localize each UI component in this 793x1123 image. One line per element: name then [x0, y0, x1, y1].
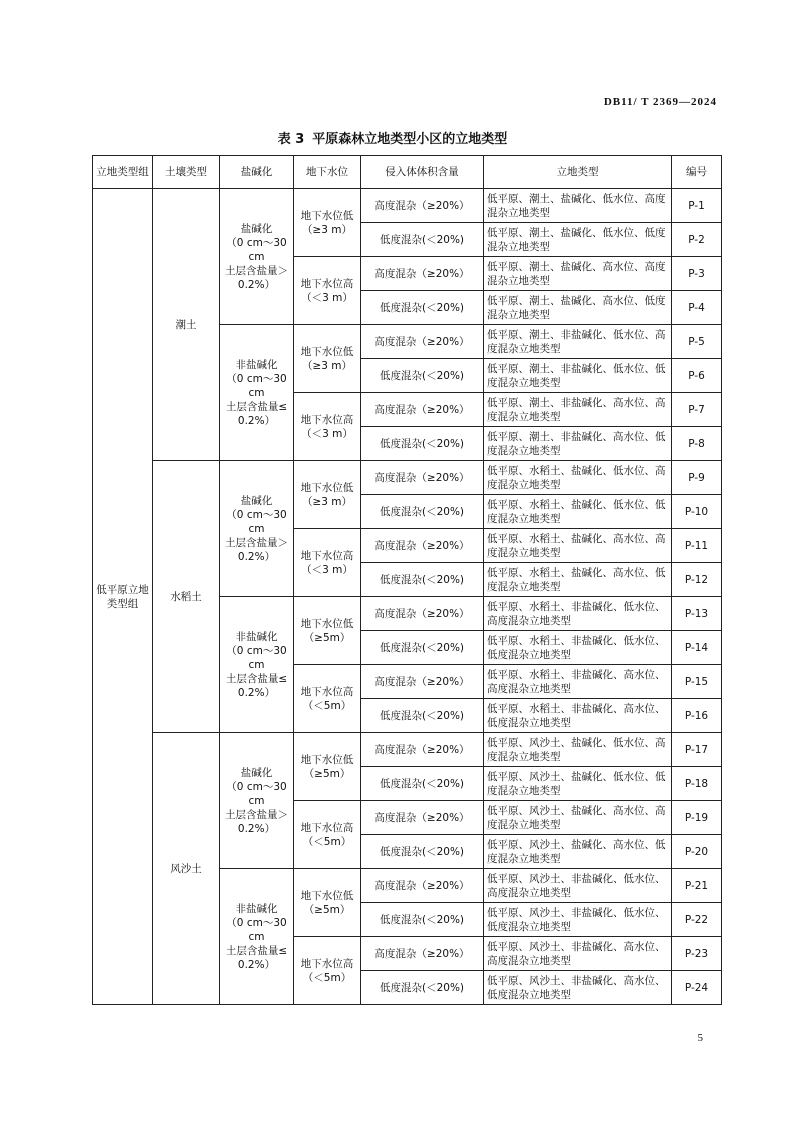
water-level-cell: 地下水位高 （＜3 m） — [294, 257, 361, 325]
table-header-row — [93, 156, 722, 189]
site-type-cell: 低平原、水稻土、盐碱化、高水位、高度混杂立地类型 — [484, 529, 672, 563]
intrusion-content-cell: 低度混杂(＜20%) — [361, 971, 484, 1005]
page-number: 5 — [697, 1032, 703, 1044]
soil-type-cell: 潮土 — [153, 189, 220, 461]
column-header: 盐碱化 — [220, 156, 294, 189]
salinity-cell: 盐碱化 （0 cm～30 cm 土层含盐量＞ 0.2%） — [220, 189, 294, 325]
intrusion-content-cell: 高度混杂（≥20%） — [361, 869, 484, 903]
intrusion-content-cell: 高度混杂（≥20%） — [361, 189, 484, 223]
intrusion-content-cell: 低度混杂(＜20%) — [361, 631, 484, 665]
site-type-cell: 低平原、潮土、非盐碱化、低水位、低度混杂立地类型 — [484, 359, 672, 393]
code-cell: P-24 — [672, 971, 722, 1005]
site-type-cell: 低平原、风沙土、盐碱化、低水位、低度混杂立地类型 — [484, 767, 672, 801]
code-cell: P-19 — [672, 801, 722, 835]
site-type-cell: 低平原、水稻土、非盐碱化、高水位、低度混杂立地类型 — [484, 699, 672, 733]
site-type-cell: 低平原、潮土、盐碱化、低水位、高度混杂立地类型 — [484, 189, 672, 223]
code-cell: P-4 — [672, 291, 722, 325]
water-level-cell: 地下水位低 （≥5m） — [294, 733, 361, 801]
salinity-cell: 盐碱化 （0 cm～30 cm 土层含盐量＞ 0.2%） — [220, 461, 294, 597]
site-type-cell: 低平原、潮土、盐碱化、高水位、高度混杂立地类型 — [484, 257, 672, 291]
column-header: 立地类型 — [484, 156, 672, 189]
intrusion-content-cell: 高度混杂（≥20%） — [361, 801, 484, 835]
code-cell: P-3 — [672, 257, 722, 291]
intrusion-content-cell: 高度混杂（≥20%） — [361, 597, 484, 631]
site-type-cell: 低平原、风沙土、非盐碱化、高水位、高度混杂立地类型 — [484, 937, 672, 971]
code-cell: P-14 — [672, 631, 722, 665]
table-row — [93, 733, 722, 767]
code-cell: P-5 — [672, 325, 722, 359]
code-cell: P-9 — [672, 461, 722, 495]
site-type-cell: 低平原、风沙土、盐碱化、低水位、高度混杂立地类型 — [484, 733, 672, 767]
site-type-cell: 低平原、水稻土、盐碱化、低水位、低度混杂立地类型 — [484, 495, 672, 529]
salinity-cell: 非盐碱化 （0 cm～30 cm 土层含盐量≤ 0.2%） — [220, 597, 294, 733]
site-type-cell: 低平原、风沙土、盐碱化、高水位、低度混杂立地类型 — [484, 835, 672, 869]
code-cell: P-7 — [672, 393, 722, 427]
table-row — [93, 461, 722, 495]
intrusion-content-cell: 高度混杂（≥20%） — [361, 461, 484, 495]
site-type-cell: 低平原、水稻土、盐碱化、高水位、低度混杂立地类型 — [484, 563, 672, 597]
column-header: 土壤类型 — [153, 156, 220, 189]
intrusion-content-cell: 高度混杂（≥20%） — [361, 937, 484, 971]
intrusion-content-cell: 低度混杂(＜20%) — [361, 359, 484, 393]
water-level-cell: 地下水位高 （＜3 m） — [294, 393, 361, 461]
site-type-cell: 低平原、风沙土、非盐碱化、低水位、低度混杂立地类型 — [484, 903, 672, 937]
site-type-cell: 低平原、潮土、盐碱化、低水位、低度混杂立地类型 — [484, 223, 672, 257]
table-caption-number: 表 3 — [277, 132, 305, 147]
water-level-cell: 地下水位高 （＜5m） — [294, 801, 361, 869]
site-type-cell: 低平原、水稻土、非盐碱化、高水位、高度混杂立地类型 — [484, 665, 672, 699]
intrusion-content-cell: 高度混杂（≥20%） — [361, 665, 484, 699]
intrusion-content-cell: 低度混杂(＜20%) — [361, 835, 484, 869]
table-body — [93, 189, 722, 1005]
code-cell: P-8 — [672, 427, 722, 461]
salinity-cell: 盐碱化 （0 cm～30 cm 土层含盐量＞ 0.2%） — [220, 733, 294, 869]
code-cell: P-13 — [672, 597, 722, 631]
intrusion-content-cell: 高度混杂（≥20%） — [361, 529, 484, 563]
salinity-cell: 非盐碱化 （0 cm～30 cm 土层含盐量≤ 0.2%） — [220, 325, 294, 461]
water-level-cell: 地下水位低 （≥3 m） — [294, 189, 361, 257]
code-cell: P-1 — [672, 189, 722, 223]
code-cell: P-12 — [672, 563, 722, 597]
code-cell: P-23 — [672, 937, 722, 971]
group-cell: 低平原立地类型组 — [93, 189, 153, 1005]
water-level-cell: 地下水位低 （≥3 m） — [294, 461, 361, 529]
site-type-cell: 低平原、潮土、非盐碱化、高水位、高度混杂立地类型 — [484, 393, 672, 427]
site-type-cell: 低平原、水稻土、盐碱化、低水位、高度混杂立地类型 — [484, 461, 672, 495]
column-header: 编号 — [672, 156, 722, 189]
column-header: 侵入体体积含量 — [361, 156, 484, 189]
code-cell: P-16 — [672, 699, 722, 733]
intrusion-content-cell: 低度混杂(＜20%) — [361, 223, 484, 257]
code-cell: P-2 — [672, 223, 722, 257]
intrusion-content-cell: 低度混杂(＜20%) — [361, 903, 484, 937]
code-cell: P-15 — [672, 665, 722, 699]
water-level-cell: 地下水位低 （≥5m） — [294, 597, 361, 665]
intrusion-content-cell: 高度混杂（≥20%） — [361, 325, 484, 359]
table-caption — [0, 128, 793, 147]
code-cell: P-6 — [672, 359, 722, 393]
intrusion-content-cell: 低度混杂(＜20%) — [361, 767, 484, 801]
site-type-cell: 低平原、潮土、盐碱化、高水位、低度混杂立地类型 — [484, 291, 672, 325]
code-cell: P-21 — [672, 869, 722, 903]
standard-code: DB11/ T 2369—2024 — [603, 96, 717, 108]
table-caption-title: 平原森林立地类型小区的立地类型 — [312, 132, 508, 147]
site-type-cell: 低平原、潮土、非盐碱化、高水位、低度混杂立地类型 — [484, 427, 672, 461]
code-cell: P-11 — [672, 529, 722, 563]
intrusion-content-cell: 低度混杂(＜20%) — [361, 427, 484, 461]
code-cell: P-20 — [672, 835, 722, 869]
intrusion-content-cell: 高度混杂（≥20%） — [361, 393, 484, 427]
water-level-cell: 地下水位低 （≥3 m） — [294, 325, 361, 393]
site-type-table — [92, 155, 722, 1005]
water-level-cell: 地下水位高 （＜5m） — [294, 937, 361, 1005]
site-type-cell: 低平原、水稻土、非盐碱化、低水位、低度混杂立地类型 — [484, 631, 672, 665]
intrusion-content-cell: 低度混杂(＜20%) — [361, 495, 484, 529]
water-level-cell: 地下水位高 （＜3 m） — [294, 529, 361, 597]
site-type-cell: 低平原、风沙土、非盐碱化、高水位、低度混杂立地类型 — [484, 971, 672, 1005]
table-row — [93, 189, 722, 223]
intrusion-content-cell: 低度混杂(＜20%) — [361, 291, 484, 325]
site-type-cell: 低平原、潮土、非盐碱化、低水位、高度混杂立地类型 — [484, 325, 672, 359]
code-cell: P-22 — [672, 903, 722, 937]
intrusion-content-cell: 高度混杂（≥20%） — [361, 257, 484, 291]
salinity-cell: 非盐碱化 （0 cm～30 cm 土层含盐量≤ 0.2%） — [220, 869, 294, 1005]
soil-type-cell: 水稻土 — [153, 461, 220, 733]
code-cell: P-10 — [672, 495, 722, 529]
water-level-cell: 地下水位高 （＜5m） — [294, 665, 361, 733]
code-cell: P-18 — [672, 767, 722, 801]
site-type-cell: 低平原、风沙土、盐碱化、高水位、高度混杂立地类型 — [484, 801, 672, 835]
water-level-cell: 地下水位低 （≥5m） — [294, 869, 361, 937]
column-header: 地下水位 — [294, 156, 361, 189]
intrusion-content-cell: 低度混杂(＜20%) — [361, 699, 484, 733]
soil-type-cell: 风沙土 — [153, 733, 220, 1005]
column-header: 立地类型组 — [93, 156, 153, 189]
code-cell: P-17 — [672, 733, 722, 767]
site-type-cell: 低平原、风沙土、非盐碱化、低水位、高度混杂立地类型 — [484, 869, 672, 903]
site-type-cell: 低平原、水稻土、非盐碱化、低水位、高度混杂立地类型 — [484, 597, 672, 631]
intrusion-content-cell: 低度混杂(＜20%) — [361, 563, 484, 597]
intrusion-content-cell: 高度混杂（≥20%） — [361, 733, 484, 767]
